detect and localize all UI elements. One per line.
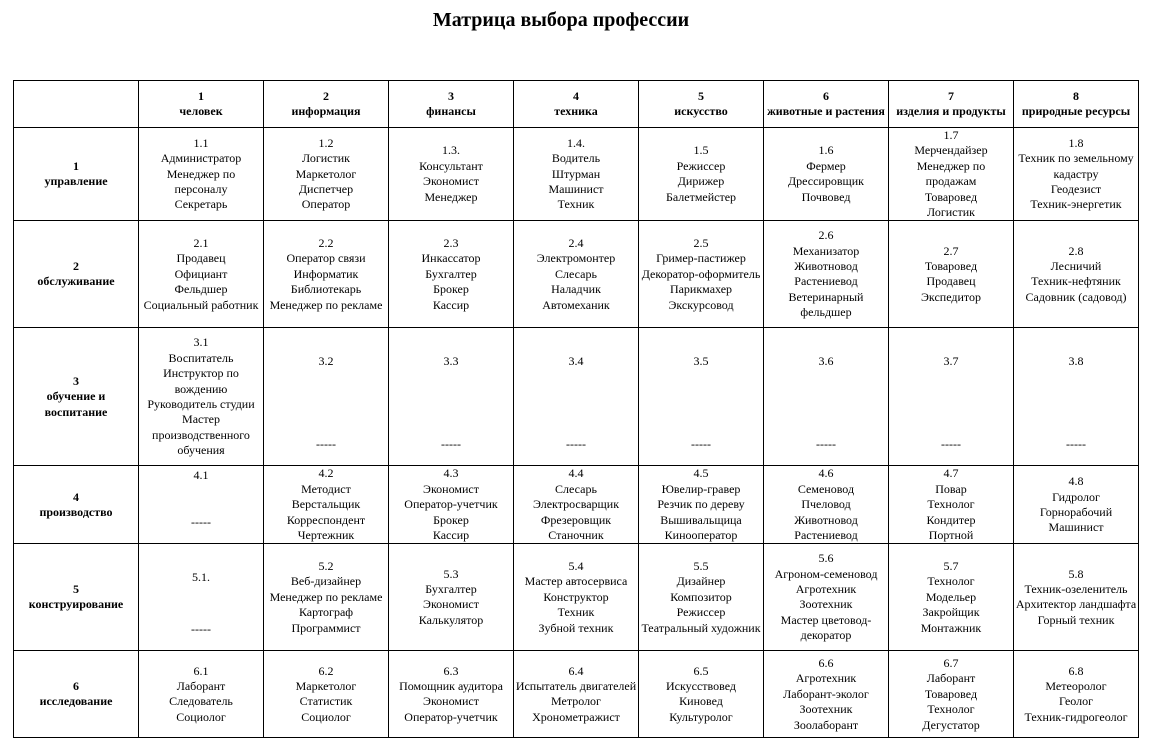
profession-item: Кассир [432, 297, 470, 312]
matrix-row [14, 328, 1139, 466]
empty-dash: ----- [691, 437, 711, 452]
profession-item: Руководитель студии [147, 396, 255, 411]
profession-item: Оператор [301, 197, 351, 212]
profession-item: Диспетчер [298, 181, 354, 196]
profession-item: Бухгалтер [425, 266, 477, 281]
matrix-cell [514, 128, 639, 221]
cell-code: 4.7 [943, 466, 959, 481]
profession-item: Брокер [433, 282, 469, 297]
profession-item: Веб-дизайнер [290, 574, 362, 589]
column-header: 8 природные ресурсы [1014, 81, 1139, 128]
cell-code: 4.2 [318, 466, 334, 481]
cell-code: 2.4 [568, 235, 584, 250]
profession-item: Машинист [1048, 520, 1104, 535]
column-header: 5 искусство [639, 81, 764, 128]
matrix-cell [139, 221, 264, 328]
cell-code: 6.4 [568, 663, 584, 678]
profession-item: Инкассатор [421, 251, 481, 266]
profession-item: Экономист [423, 597, 479, 612]
cell-code: 3.1 [193, 335, 209, 350]
row-name: управление [44, 174, 108, 189]
matrix-cell [764, 128, 889, 221]
profession-item: Продавец [926, 274, 976, 289]
profession-item: Фермер [806, 158, 846, 173]
profession-item: Дегустатор [922, 717, 980, 732]
column-header: 6 животные и растения [764, 81, 889, 128]
empty-dash: ----- [941, 437, 961, 452]
profession-item: Брокер [433, 512, 469, 527]
profession-item: Режиссер [676, 605, 726, 620]
matrix-cell [514, 544, 639, 651]
matrix-cell [389, 651, 514, 738]
cell-code: 4.1 [193, 468, 209, 483]
matrix-cell [1014, 128, 1139, 221]
row-number: 1 [73, 158, 79, 173]
empty-dash: ----- [1066, 437, 1086, 452]
profession-item: Мастер автосервиса [524, 574, 628, 589]
matrix-cell [639, 651, 764, 738]
profession-item: Оператор-учетчик [404, 497, 498, 512]
cell-code: 4.6 [818, 466, 834, 481]
cell-code: 3.6 [818, 354, 834, 369]
profession-item: Воспитатель [168, 350, 234, 365]
column-header: 3 финансы [389, 81, 514, 128]
profession-item: Консультант [419, 158, 483, 173]
matrix-row [14, 544, 1139, 651]
empty-dash: ----- [191, 515, 211, 530]
matrix-cell [389, 328, 514, 466]
cell-code: 5.1. [192, 570, 210, 585]
profession-item: Мастер производственного обучения [152, 412, 250, 458]
profession-item: Техник [557, 605, 595, 620]
profession-item: Растениевод [794, 274, 858, 289]
matrix-cell [264, 651, 389, 738]
matrix-cell [1014, 466, 1139, 544]
cell-code: 4.5 [693, 466, 709, 481]
profession-item: Лаборант-эколог [783, 686, 869, 701]
profession-item: Бухгалтер [425, 582, 477, 597]
profession-item: Экскурсовод [668, 297, 734, 312]
matrix-cell [514, 651, 639, 738]
profession-item: Слесарь [555, 266, 597, 281]
profession-item: Хронометражист [532, 709, 620, 724]
profession-item: Электромонтер [536, 251, 616, 266]
matrix-cell [264, 221, 389, 328]
profession-item: Экономист [423, 174, 479, 189]
profession-item: Электросварщик [532, 497, 620, 512]
matrix-cell [889, 221, 1014, 328]
profession-item: Машинист [548, 181, 604, 196]
cell-code: 3.2 [318, 354, 334, 369]
profession-item: Станочник [548, 528, 604, 543]
matrix-cell [639, 221, 764, 328]
row-name: обслуживание [37, 274, 115, 289]
profession-item: Ветеринарный фельдшер [788, 289, 864, 320]
matrix-cell [764, 651, 889, 738]
profession-item: Программист [291, 620, 361, 635]
cell-code: 3.7 [943, 354, 959, 369]
profession-item: Культуролог [669, 709, 733, 724]
profession-item: Дизайнер [676, 574, 726, 589]
cell-code: 5.5 [693, 558, 709, 573]
profession-item: Агроном-семеновод [774, 566, 878, 581]
empty-dash: ----- [816, 437, 836, 452]
cell-code: 6.1 [193, 663, 209, 678]
profession-item: Информатик [293, 266, 359, 281]
cell-code: 1.4. [567, 135, 585, 150]
profession-item: Горнорабочий [1039, 504, 1113, 519]
profession-item: Логистик [926, 205, 975, 220]
cell-code: 2.7 [943, 243, 959, 258]
profession-item: Техник [557, 197, 595, 212]
profession-item: Декоратор-оформитель [641, 266, 761, 281]
profession-item: Библиотекарь [290, 282, 362, 297]
cell-code: 2.1 [193, 235, 209, 250]
profession-item: Закройщик [922, 605, 980, 620]
matrix-cell [764, 221, 889, 328]
column-header: 7 изделия и продукты [889, 81, 1014, 128]
empty-dash: ----- [191, 622, 211, 637]
profession-item: Логистик [301, 151, 350, 166]
cell-code: 6.8 [1068, 663, 1084, 678]
matrix-cell [389, 221, 514, 328]
profession-item: Статистик [299, 694, 353, 709]
profession-item: Слесарь [555, 481, 597, 496]
profession-item: Корреспондент [286, 512, 366, 527]
profession-item: Маркетолог [295, 679, 357, 694]
row-name: исследование [39, 694, 113, 709]
profession-item: Водитель [551, 151, 601, 166]
cell-code: 3.5 [693, 354, 709, 369]
column-header: 2 информация [264, 81, 389, 128]
profession-item: Техник-энергетик [1030, 197, 1122, 212]
cell-code: 6.3 [443, 663, 459, 678]
matrix-cell [889, 328, 1014, 466]
profession-item: Штурман [551, 166, 601, 181]
profession-item: Методист [301, 481, 351, 496]
profession-item: Ювелир-гравер [661, 481, 741, 496]
profession-item: Чертежник [297, 528, 355, 543]
profession-item: Балетмейстер [665, 189, 737, 204]
matrix-cell [764, 544, 889, 651]
cell-code: 3.8 [1068, 354, 1084, 369]
profession-item: Растениевод [794, 528, 858, 543]
cell-code: 1.2 [318, 135, 334, 150]
matrix-cell [514, 466, 639, 544]
matrix-cell [639, 328, 764, 466]
matrix-cell [1014, 221, 1139, 328]
profession-item: Животновод [794, 259, 858, 274]
profession-item: Кондитер [926, 512, 976, 527]
profession-item: Семеновод [797, 481, 855, 496]
matrix-cell [639, 544, 764, 651]
matrix-cell [139, 128, 264, 221]
matrix-cell [889, 651, 1014, 738]
profession-item: Агротехник [795, 671, 857, 686]
profession-item: Менеджер по продажам [916, 158, 986, 189]
row-header [14, 466, 139, 544]
profession-item: Испытатель двигателей [515, 679, 637, 694]
profession-item: Гример-пастижер [656, 251, 746, 266]
matrix-cell [1014, 651, 1139, 738]
profession-item: Парикмахер [669, 282, 733, 297]
matrix-row [14, 128, 1139, 221]
profession-item: Товаровед [924, 259, 978, 274]
profession-item: Архитектор ландшафта [1015, 597, 1137, 612]
profession-item: Товаровед [924, 189, 978, 204]
profession-item: Почвовед [801, 189, 851, 204]
profession-item: Киновед [679, 694, 723, 709]
profession-item: Резчик по дереву [657, 497, 745, 512]
cell-code: 5.7 [943, 558, 959, 573]
profession-item: Горный техник [1037, 612, 1115, 627]
row-name: конструирование [28, 597, 124, 612]
matrix-cell [264, 466, 389, 544]
matrix-cell [139, 328, 264, 466]
matrix-cell [264, 544, 389, 651]
profession-item: Секретарь [174, 197, 228, 212]
profession-item: Следователь [169, 694, 233, 709]
matrix-cell [514, 328, 639, 466]
matrix-cell [139, 466, 264, 544]
profession-item: Продавец [176, 251, 226, 266]
profession-item: Дирижер [677, 174, 725, 189]
matrix-row [14, 466, 1139, 544]
profession-item: Экономист [423, 694, 479, 709]
matrix-cell [639, 466, 764, 544]
profession-item: Метеоролог [1045, 679, 1107, 694]
row-number: 6 [73, 679, 79, 694]
matrix-cell [889, 466, 1014, 544]
profession-item: Механизатор [792, 243, 860, 258]
profession-item: Официант [174, 266, 228, 281]
profession-item: Маркетолог [295, 166, 357, 181]
cell-code: 5.3 [443, 566, 459, 581]
profession-item: Животновод [794, 512, 858, 527]
corner-cell [14, 81, 139, 128]
cell-code: 2.3 [443, 235, 459, 250]
profession-item: Искусствовед [665, 679, 736, 694]
matrix-cell [889, 128, 1014, 221]
profession-item: Социолог [301, 709, 351, 724]
profession-item: Агротехник [795, 582, 857, 597]
cell-code: 5.6 [818, 551, 834, 566]
cell-code: 2.8 [1068, 243, 1084, 258]
cell-code: 3.4 [568, 354, 584, 369]
cell-code: 1.8 [1068, 135, 1084, 150]
row-number: 2 [73, 259, 79, 274]
profession-item: Оператор-учетчик [404, 709, 498, 724]
matrix-row [14, 221, 1139, 328]
cell-code: 1.6 [818, 143, 834, 158]
row-name: производство [39, 504, 113, 519]
matrix-cell [264, 328, 389, 466]
profession-item: Зоотехник [799, 702, 853, 717]
cell-code: 4.8 [1068, 474, 1084, 489]
profession-item: Пчеловод [801, 497, 851, 512]
profession-item: Менеджер [424, 189, 478, 204]
header-row [14, 81, 1139, 128]
cell-code: 4.4 [568, 466, 584, 481]
row-number: 3 [73, 373, 79, 388]
profession-item: Зубной техник [538, 620, 614, 635]
row-header [14, 544, 139, 651]
column-header: 1 человек [139, 81, 264, 128]
cell-code: 1.7 [943, 128, 959, 142]
profession-item: Дрессировщик [787, 174, 865, 189]
profession-item: Монтажник [920, 620, 982, 635]
profession-item: Менеджер по рекламе [269, 297, 383, 312]
matrix-cell [1014, 544, 1139, 651]
cell-code: 5.8 [1068, 566, 1084, 581]
matrix-cell [764, 328, 889, 466]
matrix-cell [139, 651, 264, 738]
profession-item: Администратор [160, 151, 242, 166]
profession-item: Техник-гидрогеолог [1024, 709, 1128, 724]
profession-item: Технолог [927, 574, 975, 589]
profession-item: Фельдшер [174, 282, 228, 297]
row-header [14, 221, 139, 328]
column-header: 4 техника [514, 81, 639, 128]
matrix-row [14, 651, 1139, 738]
profession-matrix-table [13, 80, 1139, 738]
profession-item: Оператор связи [286, 251, 366, 266]
profession-item: Помощник аудитора [399, 679, 503, 694]
profession-item: Театральный художник [641, 620, 761, 635]
matrix-cell [264, 128, 389, 221]
profession-item: Кассир [432, 528, 470, 543]
profession-item: Портной [928, 528, 974, 543]
profession-item: Гидролог [1052, 489, 1100, 504]
profession-item: Вышивальщица [660, 512, 742, 527]
profession-item: Технолог [927, 702, 975, 717]
cell-code: 1.3. [442, 143, 460, 158]
profession-item: Лаборант [926, 671, 976, 686]
empty-dash: ----- [316, 437, 336, 452]
empty-dash: ----- [441, 437, 461, 452]
cell-code: 2.6 [818, 228, 834, 243]
profession-item: Техник-нефтяник [1031, 274, 1121, 289]
profession-item: Товаровед [924, 686, 978, 701]
empty-dash: ----- [566, 437, 586, 452]
cell-code: 1.5 [693, 143, 709, 158]
row-header [14, 128, 139, 221]
row-header [14, 328, 139, 466]
profession-item: Наладчик [551, 282, 601, 297]
profession-item: Садовник (садовод) [1025, 289, 1127, 304]
profession-item: Фрезеровщик [540, 512, 612, 527]
matrix-cell [389, 466, 514, 544]
cell-code: 6.5 [693, 663, 709, 678]
cell-code: 4.3 [443, 466, 459, 481]
row-number: 4 [73, 489, 79, 504]
matrix-cell [389, 128, 514, 221]
profession-item: Повар [935, 481, 967, 496]
profession-item: Инструктор по вождению [163, 366, 239, 396]
profession-item: Техник-озеленитель [1024, 582, 1128, 597]
profession-item: Лаборант [176, 679, 226, 694]
matrix-cell [139, 544, 264, 651]
profession-item: Техник по земельному кадастру [1018, 151, 1134, 181]
profession-item: Геолог [1058, 694, 1094, 709]
profession-item: Кинооператор [664, 528, 738, 543]
profession-item: Лесничий [1050, 259, 1102, 274]
matrix-cell [389, 544, 514, 651]
cell-code: 1.1 [193, 135, 209, 150]
profession-item: Социолог [176, 709, 226, 724]
profession-item: Экспедитор [921, 289, 981, 304]
cell-code: 6.2 [318, 663, 334, 678]
profession-item: Верстальщик [291, 497, 361, 512]
profession-item: Режиссер [676, 158, 726, 173]
profession-item: Менеджер по персоналу [166, 166, 236, 196]
profession-item: Мерчендайзер [914, 143, 988, 158]
page-title: Матрица выбора профессии [432, 9, 690, 31]
row-header [14, 651, 139, 738]
profession-item: Технолог [927, 497, 975, 512]
cell-code: 5.2 [318, 558, 334, 573]
profession-item: Композитор [670, 589, 732, 604]
cell-code: 3.3 [443, 354, 459, 369]
profession-item: Мастер цветовод-декоратор [780, 612, 872, 643]
profession-item: Калькулятор [418, 612, 484, 627]
row-number: 5 [73, 582, 79, 597]
matrix-cell [1014, 328, 1139, 466]
matrix-cell [764, 466, 889, 544]
cell-code: 2.5 [693, 235, 709, 250]
cell-code: 2.2 [318, 235, 334, 250]
profession-item: Зоотехник [799, 597, 853, 612]
profession-item: Модельер [925, 589, 977, 604]
cell-code: 6.7 [943, 655, 959, 670]
row-name: обучение и воспитание [44, 389, 108, 419]
profession-item: Конструктор [543, 589, 609, 604]
profession-item: Геодезист [1050, 181, 1102, 196]
profession-item: Зоолаборант [793, 717, 859, 732]
profession-item: Социальный работник [143, 297, 259, 312]
profession-item: Автомеханик [542, 297, 610, 312]
matrix-cell [639, 128, 764, 221]
profession-item: Менеджер по рекламе [269, 589, 383, 604]
cell-code: 5.4 [568, 558, 584, 573]
profession-item: Экономист [423, 481, 479, 496]
profession-item: Картограф [298, 605, 354, 620]
cell-code: 6.6 [818, 655, 834, 670]
profession-item: Метролог [551, 694, 601, 709]
matrix-cell [514, 221, 639, 328]
matrix-cell [889, 544, 1014, 651]
